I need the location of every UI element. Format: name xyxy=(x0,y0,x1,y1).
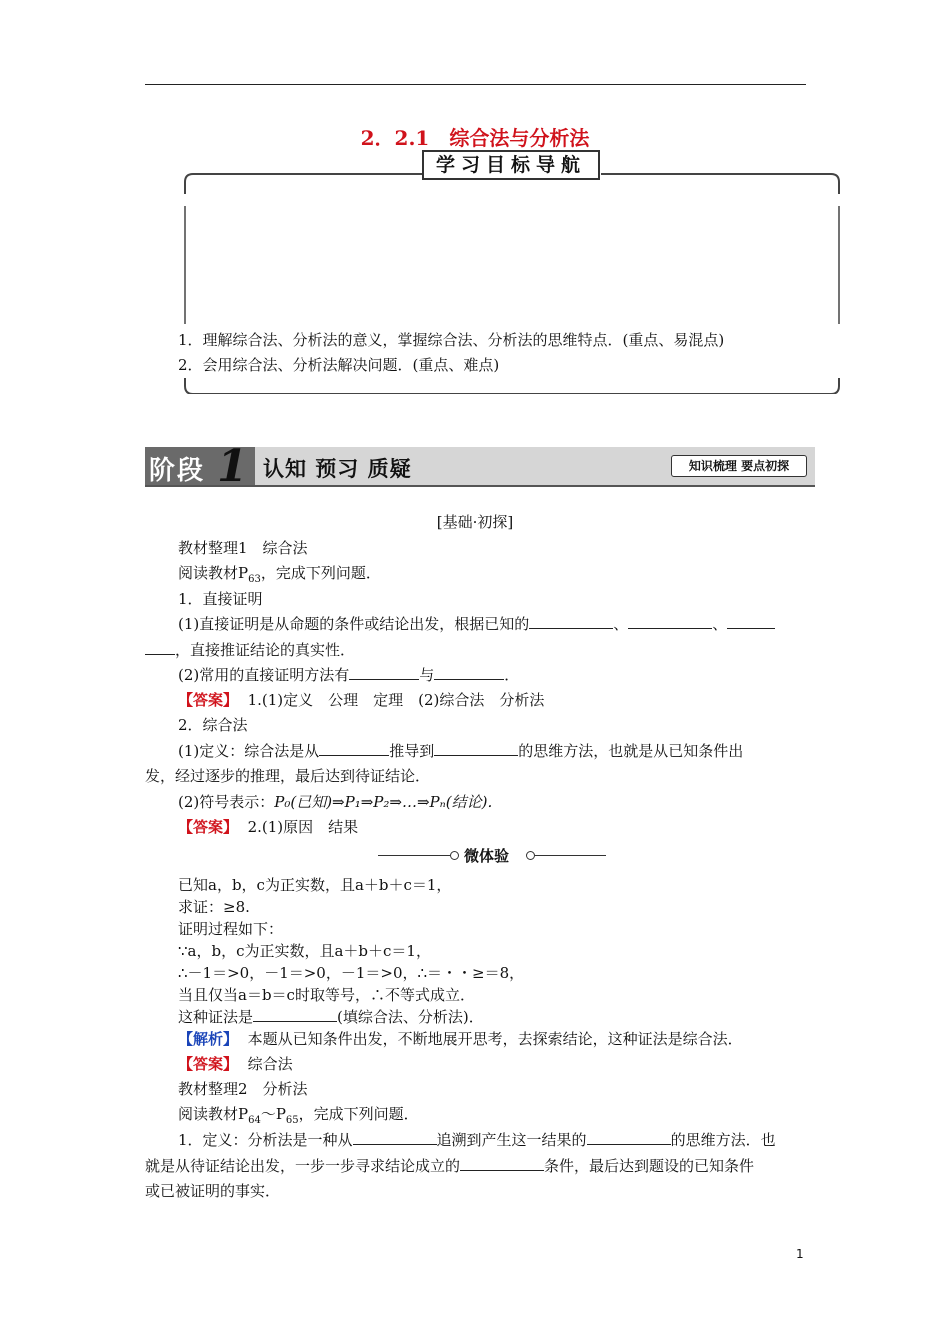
read-sub: 64 xyxy=(248,1115,261,1126)
micro-question xyxy=(178,1007,484,1027)
sub1-heading: 1．直接证明 xyxy=(178,590,263,608)
section-tag: [基础·初探] xyxy=(436,513,514,531)
sub2-heading: 2．综合法 xyxy=(178,716,248,734)
stage-prefix: 阶段 xyxy=(149,456,206,486)
para-definition xyxy=(178,741,743,761)
fill-blank[interactable] xyxy=(460,1156,544,1171)
p2-end: ． xyxy=(504,666,520,684)
micro-line-4: ∵a，b，c为正实数，且a＋b＋c＝1， xyxy=(178,942,431,960)
answer-1 xyxy=(178,690,544,710)
answer-label: 【答案】 xyxy=(178,1055,239,1073)
fill-blank[interactable] xyxy=(319,741,389,756)
read-sub: 65 xyxy=(285,1115,299,1126)
divider-dot-right xyxy=(526,851,535,860)
fill-blank[interactable] xyxy=(529,614,613,629)
micro-line-3: 证明过程如下： xyxy=(178,920,284,938)
section1-heading: 教材整理1 综合法 xyxy=(178,539,308,557)
read-post: ，完成下列问题． xyxy=(260,564,381,582)
read-sub: 63 xyxy=(248,574,261,585)
d2-pre: 就是从待证结论出发，一步一步寻求结论成立的 xyxy=(145,1157,461,1175)
def-post: 的思维方法，也就是从已知条件出 xyxy=(518,742,744,760)
stage-title: 认知 预习 质疑 xyxy=(263,457,412,481)
p1-sep1: 、 xyxy=(613,615,629,633)
para-symbol xyxy=(178,792,502,812)
objective-1: 1．理解综合法、分析法的意义，掌握综合法、分析法的思维特点．(重点、易混点) xyxy=(178,331,725,349)
section2-def-cont xyxy=(145,1156,754,1176)
divider-dot-left xyxy=(450,851,459,860)
objectives-banner-label: 学习目标导航 xyxy=(435,154,586,176)
d-pre: 1．定义：分析法是一种从 xyxy=(178,1131,353,1149)
d2-post: 条件，最后达到题设的已知条件 xyxy=(544,1157,755,1175)
fill-blank[interactable] xyxy=(727,614,775,629)
d-mid: 追溯到产生这一结果的 xyxy=(436,1131,587,1149)
objectives-banner xyxy=(422,150,600,180)
read-pre: 阅读教材P xyxy=(178,1105,249,1123)
para-methods xyxy=(178,665,519,685)
answer-label: 【答案】 xyxy=(178,818,239,836)
analysis-label: 【解析】 xyxy=(178,1030,239,1048)
micro-title: 微体验 xyxy=(464,847,510,865)
micro-analysis xyxy=(178,1029,743,1049)
def-pre: (1)定义：综合法是从 xyxy=(178,742,320,760)
p1-pre: (1)直接证明是从命题的条件或结论出发，根据已知的 xyxy=(178,615,530,633)
micro-line-6: 当且仅当a＝b＝c时取等号，∴不等式成立． xyxy=(178,986,475,1004)
p1-cont: ，直接推证结论的真实性． xyxy=(175,641,356,659)
stage-number: 1 xyxy=(217,441,248,492)
micro-line-5: ∴－1＝>0，－1＝>0，－1＝>0，∴＝・・≥＝8， xyxy=(178,964,525,982)
section2-heading: 教材整理2 分析法 xyxy=(178,1080,308,1098)
section2-def-end: 或已被证明的事实． xyxy=(145,1182,281,1200)
top-rule xyxy=(145,84,806,85)
q-pre: 这种证法是 xyxy=(178,1008,254,1026)
para-direct-proof xyxy=(178,614,775,634)
sym-expr: P₀(已知)⇒P₁⇒P₂⇒…⇒Pₙ(结论)． xyxy=(274,793,503,811)
q-post: (填综合法、分析法)． xyxy=(337,1008,484,1026)
read-pre: 阅读教材P xyxy=(178,564,249,582)
fill-blank[interactable] xyxy=(353,1130,437,1145)
stage-banner xyxy=(145,441,815,492)
fill-blank[interactable] xyxy=(587,1130,671,1145)
p2-pre: (2)常用的直接证明方法有 xyxy=(178,666,350,684)
d-post: 的思维方法．也 xyxy=(670,1131,776,1149)
analysis-text: 本题从已知条件出发，不断地展开思考，去探索结论，这种证法是综合法． xyxy=(247,1030,743,1048)
answer-text: 2.(1)原因 结果 xyxy=(247,818,359,836)
read-mid: ～P xyxy=(260,1105,286,1123)
micro-line-1: 已知a，b，c为正实数，且a＋b＋c＝1， xyxy=(178,876,452,894)
fill-blank[interactable] xyxy=(145,640,175,655)
objective-2: 2．会用综合法、分析法解决问题．(重点、难点) xyxy=(178,356,500,374)
page-title: 2．2.1 综合法与分析法 xyxy=(360,126,590,150)
read-post: ，完成下列问题． xyxy=(298,1105,419,1123)
fill-blank[interactable] xyxy=(434,741,518,756)
fill-blank[interactable] xyxy=(349,665,419,680)
para-definition-cont: 发，经过逐步的推理，最后达到待证结论． xyxy=(145,767,431,785)
divider-line-left xyxy=(378,855,450,856)
stage-badge: 知识梳理 要点初探 xyxy=(671,455,807,477)
p2-mid: 与 xyxy=(419,666,435,684)
para-direct-proof-cont xyxy=(145,640,355,660)
fill-blank[interactable] xyxy=(253,1007,337,1022)
fill-blank[interactable] xyxy=(434,665,504,680)
page-number: 1 xyxy=(796,1247,804,1261)
answer-label: 【答案】 xyxy=(178,691,239,709)
section1-read xyxy=(178,563,381,590)
answer-2 xyxy=(178,817,358,837)
sym-pre: (2)符号表示： xyxy=(178,793,275,811)
answer-text: 1.(1)定义 公理 定理 (2)综合法 分析法 xyxy=(247,691,545,709)
answer-text: 综合法 xyxy=(247,1055,293,1073)
micro-line-2: 求证：≥8. xyxy=(178,898,250,916)
section2-def xyxy=(178,1130,776,1150)
micro-answer xyxy=(178,1054,293,1074)
def-mid: 推导到 xyxy=(389,742,435,760)
section2-read xyxy=(178,1104,419,1131)
divider-line-right xyxy=(535,855,606,856)
fill-blank[interactable] xyxy=(628,614,712,629)
micro-divider xyxy=(378,846,606,866)
p1-sep2: 、 xyxy=(712,615,728,633)
